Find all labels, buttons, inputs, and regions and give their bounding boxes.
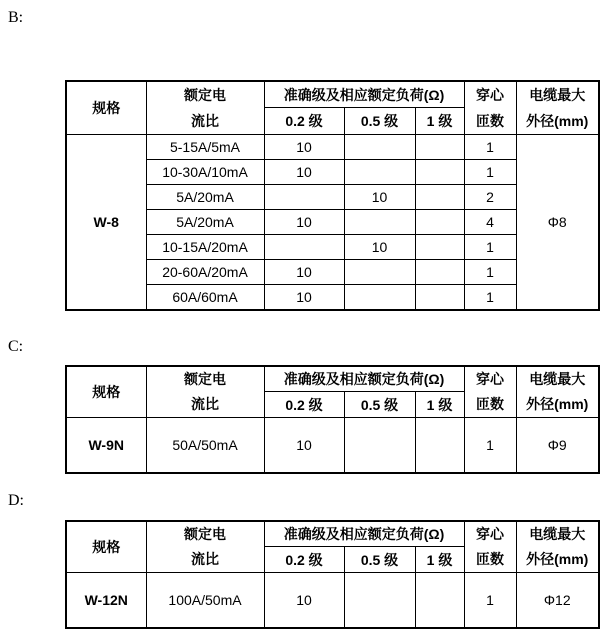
cell-spec: W-8 — [66, 135, 146, 310]
cell-load-02: 10 — [264, 285, 344, 310]
cell-ratio: 10-15A/20mA — [146, 235, 264, 260]
cell-ratio: 20-60A/20mA — [146, 260, 264, 285]
col-header-turns-line1: 穿心 — [476, 87, 504, 103]
cell-turns: 1 — [464, 573, 516, 628]
table-row — [66, 418, 599, 473]
col-header-ratio-line1: 额定电 — [184, 526, 226, 542]
col-header-turns-line1: 穿心 — [476, 371, 504, 387]
cell-turns: 1 — [464, 260, 516, 285]
cell-load-05 — [344, 573, 415, 628]
cell-ratio: 50A/50mA — [146, 418, 264, 473]
col-header-cable-line2: 外径(mm) — [526, 396, 589, 412]
cell-load-1 — [415, 260, 464, 285]
col-header-spec: 规格 — [66, 366, 146, 418]
cell-turns: 4 — [464, 210, 516, 235]
col-header-ratio-line2: 流比 — [191, 551, 219, 567]
col-header-cable-line2: 外径(mm) — [526, 113, 589, 129]
col-header-level-1: 1 级 — [415, 547, 464, 573]
section-c-label: C: — [8, 338, 24, 355]
cell-load-02: 10 — [264, 210, 344, 235]
cell-load-05 — [344, 210, 415, 235]
col-header-ratio — [146, 521, 264, 573]
cell-load-02: 10 — [264, 260, 344, 285]
col-header-ratio-line2: 流比 — [191, 396, 219, 412]
cell-turns: 1 — [464, 160, 516, 185]
col-header-spec: 规格 — [66, 81, 146, 135]
cell-load-1 — [415, 418, 464, 473]
cell-load-05 — [344, 285, 415, 310]
col-header-turns-line2: 匝数 — [476, 396, 504, 412]
cell-load-02 — [264, 235, 344, 260]
col-header-turns — [464, 521, 516, 573]
col-header-cable-line1: 电缆最大 — [529, 371, 586, 387]
cell-load-05 — [344, 135, 415, 160]
col-header-ratio-line1: 额定电 — [184, 87, 226, 103]
col-header-level-05: 0.5 级 — [344, 547, 415, 573]
cell-ratio: 5A/20mA — [146, 210, 264, 235]
col-header-cable-line1: 电缆最大 — [529, 526, 586, 542]
cell-cable: Φ9 — [516, 418, 599, 473]
cell-load-05 — [344, 260, 415, 285]
cell-load-1 — [415, 573, 464, 628]
cell-ratio: 10-30A/10mA — [146, 160, 264, 185]
table-d — [65, 520, 600, 629]
cell-load-1 — [415, 285, 464, 310]
cell-cable: Φ8 — [516, 135, 599, 310]
col-header-level-1: 1 级 — [415, 108, 464, 135]
col-header-level-02: 0.2 级 — [264, 547, 344, 573]
col-header-accuracy-group: 准确级及相应额定负荷(Ω) — [264, 366, 464, 392]
col-header-turns-line2: 匝数 — [476, 551, 504, 567]
cell-load-02: 10 — [264, 160, 344, 185]
cell-spec: W-9N — [66, 418, 146, 473]
col-header-accuracy-group: 准确级及相应额定负荷(Ω) — [264, 81, 464, 108]
col-header-cable — [516, 81, 599, 135]
cell-load-1 — [415, 160, 464, 185]
col-header-turns-line1: 穿心 — [476, 526, 504, 542]
cell-load-1 — [415, 210, 464, 235]
col-header-ratio-line1: 额定电 — [184, 371, 226, 387]
col-header-cable-line2: 外径(mm) — [526, 551, 589, 567]
cell-load-02: 10 — [264, 135, 344, 160]
col-header-turns-line2: 匝数 — [476, 113, 504, 129]
cell-load-05 — [344, 160, 415, 185]
table-row — [66, 135, 599, 160]
cell-turns: 1 — [464, 235, 516, 260]
cell-load-1 — [415, 135, 464, 160]
cell-turns: 1 — [464, 135, 516, 160]
table-b — [65, 80, 600, 311]
cell-ratio: 5-15A/5mA — [146, 135, 264, 160]
cell-cable: Φ12 — [516, 573, 599, 628]
col-header-accuracy-group: 准确级及相应额定负荷(Ω) — [264, 521, 464, 547]
col-header-spec: 规格 — [66, 521, 146, 573]
cell-load-02: 10 — [264, 418, 344, 473]
col-header-cable — [516, 521, 599, 573]
col-header-level-05: 0.5 级 — [344, 108, 415, 135]
section-b-label: B: — [8, 9, 24, 26]
section-d-label: D: — [8, 492, 24, 509]
table-row — [66, 573, 599, 628]
col-header-level-1: 1 级 — [415, 392, 464, 418]
cell-load-1 — [415, 235, 464, 260]
cell-ratio: 100A/50mA — [146, 573, 264, 628]
col-header-turns — [464, 366, 516, 418]
cell-spec: W-12N — [66, 573, 146, 628]
cell-load-02 — [264, 185, 344, 210]
cell-load-05: 10 — [344, 235, 415, 260]
cell-turns: 1 — [464, 285, 516, 310]
table-c — [65, 365, 600, 474]
cell-turns: 1 — [464, 418, 516, 473]
col-header-level-05: 0.5 级 — [344, 392, 415, 418]
cell-ratio: 5A/20mA — [146, 185, 264, 210]
col-header-cable-line1: 电缆最大 — [529, 87, 586, 103]
col-header-ratio-line2: 流比 — [191, 113, 219, 129]
cell-turns: 2 — [464, 185, 516, 210]
cell-ratio: 60A/60mA — [146, 285, 264, 310]
cell-load-1 — [415, 185, 464, 210]
cell-load-05 — [344, 418, 415, 473]
col-header-level-02: 0.2 级 — [264, 108, 344, 135]
col-header-turns — [464, 81, 516, 135]
col-header-ratio — [146, 366, 264, 418]
col-header-ratio — [146, 81, 264, 135]
cell-load-05: 10 — [344, 185, 415, 210]
cell-load-02: 10 — [264, 573, 344, 628]
col-header-level-02: 0.2 级 — [264, 392, 344, 418]
col-header-cable — [516, 366, 599, 418]
